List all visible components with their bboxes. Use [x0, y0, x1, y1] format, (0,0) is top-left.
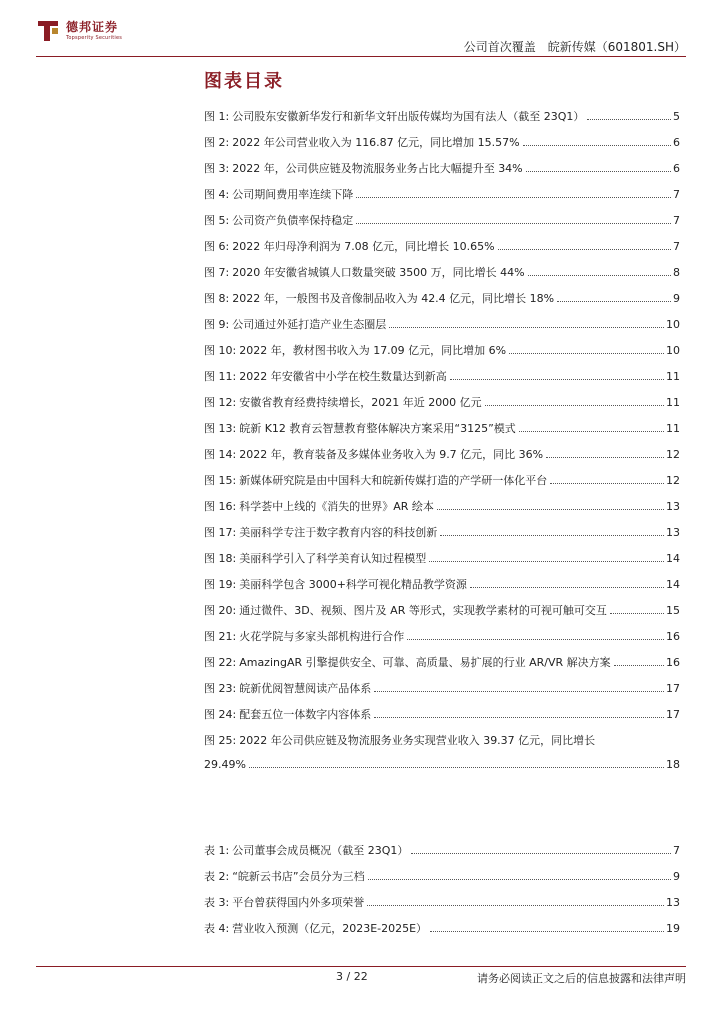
toc-entry-label: 图 13: [204, 422, 237, 435]
page-title: 图表目录 [204, 71, 284, 92]
toc-entry[interactable] [204, 264, 680, 290]
toc-entry-label: 表 4: [204, 922, 230, 935]
toc-entry-page: 17 [666, 682, 680, 695]
dot-leader [407, 639, 664, 640]
toc-entry-page: 12 [666, 448, 680, 461]
toc-entry-label: 图 4: [204, 188, 230, 201]
toc-entry[interactable] [204, 342, 680, 368]
toc-entry[interactable] [204, 842, 680, 868]
toc-entry[interactable] [204, 498, 680, 524]
toc-entry-page: 13 [666, 896, 680, 909]
toc-entry[interactable] [204, 920, 680, 946]
page-number: 3 / 22 [336, 970, 368, 983]
toc-entry-page: 10 [666, 318, 680, 331]
dot-leader [367, 905, 664, 906]
toc-entry[interactable] [204, 368, 680, 394]
table-list [204, 842, 680, 946]
toc-entry-title: 公司通过外延打造产业生态圈层 [232, 318, 387, 331]
toc-entry-figure-25[interactable] [204, 732, 680, 758]
toc-entry-label: 图 23: [204, 682, 237, 695]
toc-entry-title: 2020 年安徽省城镇人口数量突破 3500 万，同比增长 44% [232, 266, 525, 279]
dot-leader [389, 327, 664, 328]
toc-entry[interactable] [204, 602, 680, 628]
toc-entry-page: 8 [673, 266, 680, 279]
toc-entry-title: 新媒体研究院是由中国科大和皖新传媒打造的产学研一体化平台 [239, 474, 548, 487]
toc-entry-page: 18 [666, 758, 680, 771]
dot-leader [470, 587, 664, 588]
toc-entry-title: 美丽科学专注于数字教育内容的科技创新 [239, 526, 438, 539]
toc-entry-title: “皖新云书店”会员分为三档 [232, 870, 365, 883]
toc-entry[interactable] [204, 212, 680, 238]
toc-entry-title: 安徽省教育经费持续增长，2021 年近 2000 亿元 [239, 396, 482, 409]
dot-leader [546, 457, 664, 458]
toc-entry-page: 13 [666, 526, 680, 539]
dot-leader [526, 171, 671, 172]
dot-leader [498, 249, 671, 250]
dot-leader [610, 613, 664, 614]
toc-entry-title: 2022 年公司供应链及物流服务业务实现营业收入 39.37 亿元，同比增长 [239, 734, 596, 747]
toc-entry[interactable] [204, 706, 680, 732]
toc-entry-figure-25-continued[interactable] [204, 758, 680, 784]
toc-entry-title: 皖新优阅智慧阅读产品体系 [239, 682, 372, 695]
toc-entry-page: 19 [666, 922, 680, 935]
toc-entry-page: 11 [666, 396, 680, 409]
toc-entry[interactable] [204, 894, 680, 920]
toc-entry-label: 图 11: [204, 370, 237, 383]
dot-leader [374, 717, 664, 718]
dot-leader [374, 691, 664, 692]
toc-entry-title: 配套五位一体数字内容体系 [239, 708, 372, 721]
toc-entry-title: 美丽科学引入了科学美育认知过程模型 [239, 552, 427, 565]
toc-entry-title: 通过微件、3D、视频、图片及 AR 等形式，实现教学素材的可视可触可交互 [239, 604, 607, 617]
toc-entry-label: 图 18: [204, 552, 237, 565]
dot-leader [550, 483, 664, 484]
toc-entry-title: 平台曾获得国内外多项荣誉 [232, 896, 365, 909]
toc-entry-title: 2022 年，教材图书收入为 17.09 亿元，同比增加 6% [239, 344, 507, 357]
toc-entry[interactable] [204, 550, 680, 576]
toc-entry-title: 2022 年，教育装备及多媒体业务收入为 9.7 亿元，同比 36% [239, 448, 544, 461]
toc-entry-page: 11 [666, 422, 680, 435]
toc-entry-title-continued: 29.49% [204, 758, 246, 771]
toc-entry-label: 图 10: [204, 344, 237, 357]
toc-entry-label: 图 1: [204, 110, 230, 123]
toc-entry-title: 科学荟中上线的《消失的世界》AR 绘本 [239, 500, 434, 513]
toc-entry-label: 图 9: [204, 318, 230, 331]
logo-english-name: Topsperity Securities [66, 35, 123, 41]
dot-leader [509, 353, 664, 354]
toc-entry[interactable] [204, 524, 680, 550]
brand-logo-icon [36, 18, 60, 44]
toc-entry[interactable] [204, 420, 680, 446]
toc-entry-title: 美丽科学包含 3000+科学可视化精品教学资源 [239, 578, 467, 591]
figure-list [204, 108, 680, 784]
dot-leader [430, 931, 664, 932]
toc-entry-page: 15 [666, 604, 680, 617]
toc-entry-page: 7 [673, 188, 680, 201]
dot-leader [356, 223, 671, 224]
toc-entry-page: 13 [666, 500, 680, 513]
toc-entry-title: 公司期间费用率连续下降 [232, 188, 354, 201]
dot-leader [437, 509, 664, 510]
header-divider [36, 56, 686, 57]
toc-entry-label: 图 15: [204, 474, 237, 487]
dot-leader [249, 767, 664, 768]
toc-entry-label: 表 2: [204, 870, 230, 883]
dot-leader [557, 301, 671, 302]
dot-leader [356, 197, 671, 198]
footer-divider [36, 966, 686, 967]
footer-disclaimer: 请务必阅读正文之后的信息披露和法律声明 [477, 972, 686, 985]
toc-entry-label: 图 25: [204, 734, 237, 747]
dot-leader [523, 145, 671, 146]
toc-entry-title: 2022 年，公司供应链及物流服务业务占比大幅提升至 34% [232, 162, 523, 175]
toc-entry[interactable] [204, 654, 680, 680]
report-info: 公司首次覆盖 皖新传媒（601801.SH） [463, 40, 686, 54]
toc-entry[interactable] [204, 680, 680, 706]
toc-entry-page: 7 [673, 214, 680, 227]
toc-entry-title: 公司董事会成员概况（截至 23Q1） [232, 844, 409, 857]
toc-entry-page: 6 [673, 136, 680, 149]
toc-entry-label: 图 3: [204, 162, 230, 175]
toc-entry-page: 17 [666, 708, 680, 721]
toc-entry-title: 公司资产负债率保持稳定 [232, 214, 354, 227]
toc-entry-page: 9 [673, 292, 680, 305]
toc-entry-page: 5 [673, 110, 680, 123]
toc-entry[interactable] [204, 446, 680, 472]
toc-entry-page: 7 [673, 240, 680, 253]
toc-entry-label: 图 14: [204, 448, 237, 461]
company-logo [36, 14, 136, 48]
toc-entry-title: 火花学院与多家头部机构进行合作 [239, 630, 405, 643]
toc-entry[interactable] [204, 108, 680, 134]
toc-entry-label: 图 21: [204, 630, 237, 643]
toc-entry[interactable] [204, 628, 680, 654]
toc-entry[interactable] [204, 316, 680, 342]
dot-leader [587, 119, 671, 120]
toc-entry-title: 2022 年安徽省中小学在校生数量达到新高 [239, 370, 447, 383]
dot-leader [450, 379, 664, 380]
toc-entry-label: 图 22: [204, 656, 237, 669]
toc-entry-title: 2022 年归母净利润为 7.08 亿元，同比增长 10.65% [232, 240, 495, 253]
toc-entry[interactable] [204, 186, 680, 212]
toc-entry-title: 2022 年，一般图书及音像制品收入为 42.4 亿元，同比增长 18% [232, 292, 555, 305]
toc-entry-page: 14 [666, 552, 680, 565]
toc-entry-page: 6 [673, 162, 680, 175]
toc-entry-page: 16 [666, 630, 680, 643]
toc-entry-label: 图 5: [204, 214, 230, 227]
toc-entry-label: 图 19: [204, 578, 237, 591]
toc-entry-label: 表 3: [204, 896, 230, 909]
toc-entry-label: 表 1: [204, 844, 230, 857]
toc-entry-label: 图 16: [204, 500, 237, 513]
toc-entry-page: 11 [666, 370, 680, 383]
dot-leader [485, 405, 664, 406]
toc-entry-page: 14 [666, 578, 680, 591]
dot-leader [429, 561, 664, 562]
toc-entry-page: 9 [673, 870, 680, 883]
toc-entry-page: 12 [666, 474, 680, 487]
toc-entry-title: 皖新 K12 教育云智慧教育整体解决方案采用“3125”模式 [239, 422, 516, 435]
toc-entry-label: 图 2: [204, 136, 230, 149]
toc-entry-title: AmazingAR 引擎提供安全、可靠、高质量、易扩展的行业 AR/VR 解决方案 [239, 656, 611, 669]
toc-entry-page: 7 [673, 844, 680, 857]
toc-entry-label: 图 8: [204, 292, 230, 305]
toc-entry[interactable] [204, 472, 680, 498]
dot-leader [411, 853, 671, 854]
toc-entry-label: 图 12: [204, 396, 237, 409]
toc-entry-label: 图 20: [204, 604, 237, 617]
toc-entry-label: 图 17: [204, 526, 237, 539]
toc-entry[interactable] [204, 576, 680, 602]
toc-entry-title: 2022 年公司营业收入为 116.87 亿元，同比增加 15.57% [232, 136, 520, 149]
dot-leader [440, 535, 664, 536]
toc-entry[interactable] [204, 160, 680, 186]
toc-entry[interactable] [204, 394, 680, 420]
toc-entry-title: 营业收入预测（亿元，2023E-2025E） [232, 922, 428, 935]
toc-entry[interactable] [204, 238, 680, 264]
logo-chinese-name: 德邦证券 [66, 20, 119, 34]
dot-leader [528, 275, 671, 276]
toc-entry-label: 图 6: [204, 240, 230, 253]
toc-entry-page: 16 [666, 656, 680, 669]
toc-entry-title: 公司股东安徽新华发行和新华文轩出版传媒均为国有法人（截至 23Q1） [232, 110, 585, 123]
toc-entry[interactable] [204, 868, 680, 894]
toc-entry[interactable] [204, 134, 680, 160]
toc-entry-label: 图 24: [204, 708, 237, 721]
toc-entry-page: 10 [666, 344, 680, 357]
dot-leader [368, 879, 671, 880]
toc-entry-label: 图 7: [204, 266, 230, 279]
toc-entry[interactable] [204, 290, 680, 316]
dot-leader [519, 431, 664, 432]
dot-leader [614, 665, 664, 666]
